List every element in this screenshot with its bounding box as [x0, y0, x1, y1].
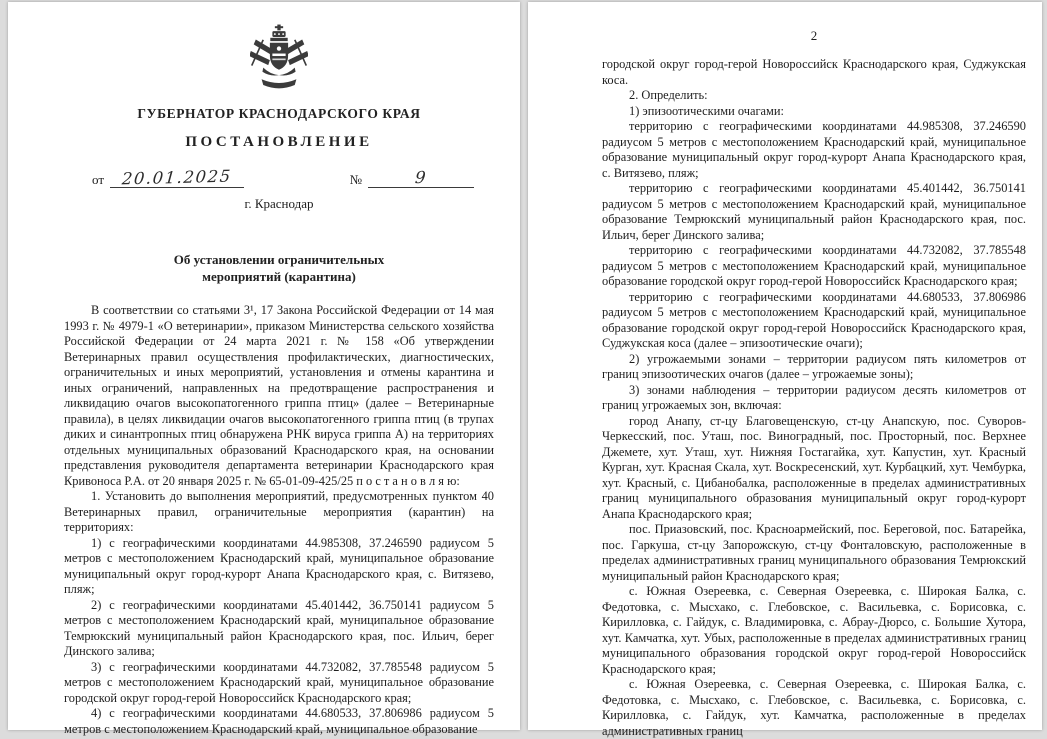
- document-paragraph: пос. Приазовский, пос. Красноармейский, пос. Береговой, пос. Батарейка, пос. Гаркуша, ст-цу Запорожскую, ст-цу Фонталовскую, расположенные в пределах административных границ муниципального образования Темрюкский муниципальный район Краснодарского края;: [602, 522, 1026, 583]
- document-type-title: ПОСТАНОВЛЕНИЕ: [185, 134, 373, 150]
- document-paragraph: с. Южная Озереевка, с. Северная Озереевка, с. Широкая Балка, с. Федотовка, с. Мысхако, с. Глебовское, с. Васильевка, с. Борисовка, с. Кирилловка, с. Гайдук, хут. Камчатка, расположенные в пределах административных границ: [602, 677, 1026, 738]
- subject-title-line-2: мероприятий (карантина): [202, 268, 356, 284]
- number-blank-line: [368, 169, 474, 188]
- document-paragraph: город Анапу, ст-цу Благовещенскую, ст-цу Анапскую, пос. Суворов-Черкесский, пос. Уташ, пос. Виноградный, пос. Просторный, пос. Верхнее Джемете, хут. Уташ, хут. Нижняя Гостагайка, хут. Капустин, хут. Красный Курган, хут. Красная Скала, хут. Воскресенский, хут. Курбацкий, хут. Чембурка, хут. Красный, с. Цибанобалка, расположенные в пределах административных границ муниципального образования муниципальный округ город-курорт Анапа Краснодарского края;: [602, 413, 1026, 521]
- document-paragraph: 1. Установить до выполнения мероприятий, предусмотренных пунктом 40 Ветеринарных правил, ограничительные мероприятия (карантин) на территориях:: [64, 489, 494, 535]
- document-subject-title: [64, 252, 494, 285]
- document-paragraph: 1) с географическими координатами 44.985308, 37.246590 радиусом 5 метров с местоположением Краснодарский край, муниципальное образование муниципальный округ город-курорт Анапа Краснодарского края, с. Витязево, пляж;: [64, 535, 494, 597]
- krasnodar-coat-of-arms-icon: [64, 24, 494, 98]
- document-paragraph: 2) с географическими координатами 45.401442, 36.750141 радиусом 5 метров с местоположением Краснодарский край, муниципальное образование Темрюкский муниципальный район Краснодарского края, пос. Ильич, берег Динского залива;: [64, 597, 494, 659]
- date-blank-line: [110, 166, 244, 189]
- document-page-2: [528, 2, 1042, 738]
- document-paragraph: 1) эпизоотическими очагами:: [629, 103, 784, 118]
- document-paragraph: 4) с географическими координатами 44.680533, 37.806986 радиусом 5 метров с местоположением Краснодарский край, муниципальное образование: [64, 706, 494, 736]
- document-page-1: [8, 2, 520, 736]
- document-paragraph: 3) зонами наблюдения – территории радиусом десять километров от границ угрожаемых зон, включая:: [602, 382, 1026, 412]
- document-paragraph: территорию с географическими координатами 44.732082, 37.785548 радиусом 5 метров с местоположением Краснодарский край, муниципальное образование городской округ город-герой Новороссийск Краснодарского края;: [602, 243, 1026, 288]
- page-2-body-text: [602, 57, 1026, 739]
- document-paragraph: территорию с географическими координатами 45.401442, 36.750141 радиусом 5 метров с местоположением Краснодарский край, муниципальное образование Темрюкский муниципальный район Краснодарского края, пос. Ильич, берег Динского залива;: [602, 181, 1026, 242]
- document-header: [64, 24, 494, 212]
- page-number: 2: [810, 28, 818, 43]
- document-paragraph: городской округ город-герой Новороссийск Краснодарского края, Суджукская коса.: [602, 57, 1026, 87]
- document-paragraph: В соответствии со статьями 3¹, 17 Закона Российской Федерации от 14 мая 1993 г. № 4979-1 «О ветеринарии», приказом Министерства сельского хозяйства Российской Федерации от 24 марта 2021 г. № 158 «Об утверждении Ветеринарных правил осуществления профилактических, диагностических, ограничительных и иных мероприятий, установления и отмены карантина и иных ограничений, направленных на предотвращение распространения и ликвидацию очагов высокопатогенного гриппа птиц» (далее – Ветеринарные правила), в целях ликвидации очагов высокопатогенного гриппа птиц (в трупах диких и синантропных птиц обнаружена РНК вируса гриппа А) на территориях отдельных муниципальных образований Краснодарского края, на основании представления руководителя департамента ветеринарии Краснодарского края Кривоноса Р.А. от 20 января 2025 г. № 65-01-09-425/25 п о с т а н о в л я ю:: [64, 303, 494, 488]
- number-group: [350, 169, 474, 188]
- document-paragraph: 3) с географическими координатами 44.732082, 37.785548 радиусом 5 метров с местоположением Краснодарский край, муниципальное образование городской округ город-герой Новороссийск Краснодарского края;: [64, 659, 494, 705]
- issuing-authority: ГУБЕРНАТОР КРАСНОДАРСКОГО КРАЯ: [137, 106, 421, 121]
- number-handwritten-value: 9: [414, 167, 428, 188]
- page-1-body-text: [64, 303, 494, 737]
- document-paragraph: территорию с географическими координатами 44.985308, 37.246590 радиусом 5 метров с местоположением Краснодарский край, муниципальное образование муниципальный округ город-курорт Анапа Краснодарского края, с. Витязево, пляж;: [602, 119, 1026, 180]
- document-paragraph: территорию с географическими координатами 44.680533, 37.806986 радиусом 5 метров с местоположением Краснодарский край, муниципальное образование городской округ город-герой Новороссийск Краснодарского края, Суджукская коса (далее – эпизоотические очаги);: [602, 289, 1026, 350]
- city-line: г. Краснодар: [244, 196, 314, 212]
- date-number-row: [64, 166, 494, 189]
- date-label: от: [92, 172, 105, 188]
- date-handwritten-value: 20.01.2025: [121, 166, 233, 189]
- document-paragraph: 2) угрожаемыми зонами – территории радиусом пять километров от границ эпизоотических очагов (далее – угрожаемые зоны);: [602, 351, 1026, 381]
- subject-title-line-1: Об установлении ограничительных: [173, 252, 385, 268]
- number-label: №: [349, 172, 362, 188]
- document-paragraph: с. Южная Озереевка, с. Северная Озереевка, с. Широкая Балка, с. Федотовка, с. Мысхако, с. Глебовское, с. Васильевка, с. Борисовка, с. Кирилловка, с. Гайдук, с. Владимировка, с. Абрау-Дюрсо, с. Большие Хутора, хут. Камчатка, хут. Убых, расположенные в пределах административных границ муниципального образования городской округ город-герой Новороссийск Краснодарского края;: [602, 584, 1026, 676]
- date-group: [92, 166, 244, 189]
- document-paragraph: 2. Определить:: [629, 88, 708, 102]
